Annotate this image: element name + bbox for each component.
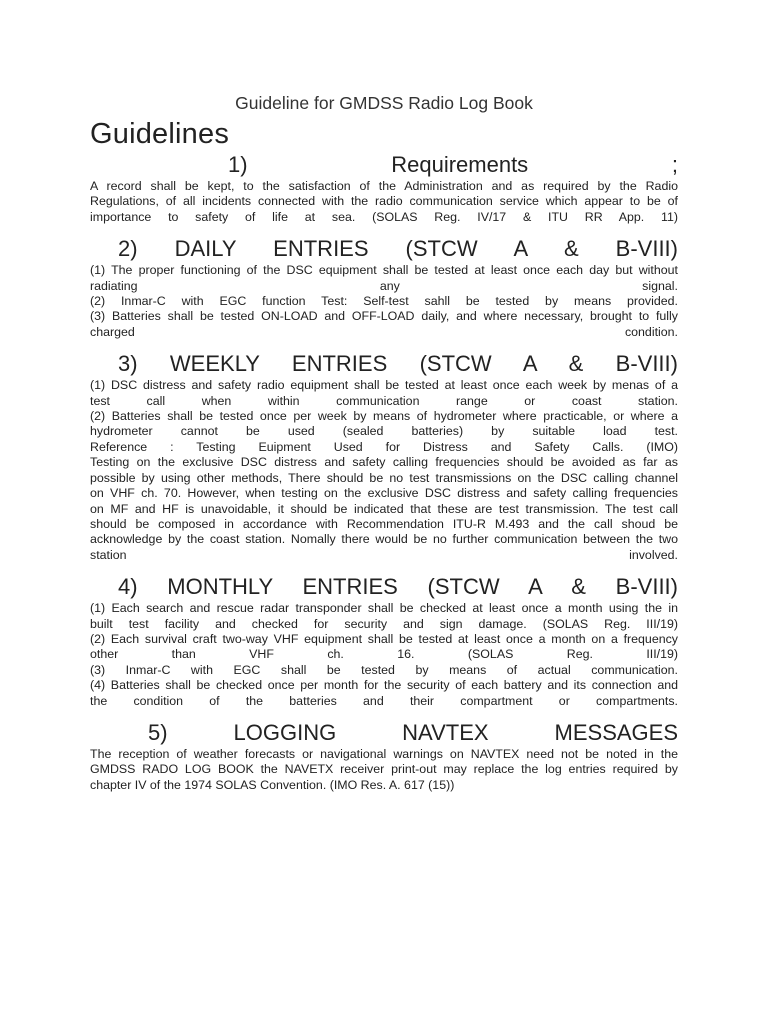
body-line: A record shall be kept, to the satisfaction of the Administration and as required by the Radio xyxy=(90,179,678,193)
body-line: GMDSS RADO LOG BOOK the NAVETX receiver print-out may replace the log entries required by xyxy=(90,762,678,777)
body-line: hydrometer cannot be used (sealed batteries) by suitable load test. xyxy=(90,424,678,439)
section-2-body xyxy=(90,263,678,340)
section-1-word: Requirements xyxy=(391,152,529,177)
body-line: (3) Inmar-C with EGC shall be tested by means of actual communication. xyxy=(90,662,678,677)
body-line: chapter IV of the 1974 SOLAS Convention. (IMO Res. A. 617 (15)) xyxy=(90,777,455,792)
body-line: possible by using other methods, There should be no test transmissions on the DSC calling channel xyxy=(90,470,678,485)
section-5-heading: 5) LOGGING NAVTEX MESSAGES xyxy=(148,719,678,745)
body-line: other than VHF ch. 16. (SOLAS Reg. III/19) xyxy=(90,647,678,662)
section-1-heading xyxy=(90,151,678,179)
body-line: (2) Batteries shall be tested once per week by means of hydrometer where practicable, or where a xyxy=(90,409,678,424)
body-line: charged condition. xyxy=(90,324,678,339)
section-4-body xyxy=(90,601,678,709)
section-3-body xyxy=(90,378,678,563)
body-line: station involved. xyxy=(90,547,678,562)
section-4-heading: 4) MONTHLY ENTRIES (STCW A & B-VIII) xyxy=(118,574,678,600)
document-title: Guideline for GMDSS Radio Log Book xyxy=(235,93,533,113)
section-1-body xyxy=(90,179,678,225)
section-1-semicolon: ; xyxy=(671,152,678,177)
body-line: Reference : Testing Euipment Used for Distress and Safety Calls. (IMO) xyxy=(90,439,678,454)
guidelines-heading: Guidelines xyxy=(90,118,230,150)
body-line: the condition of the batteries and their compartment or compartments. xyxy=(90,693,678,708)
body-line: The reception of weather forecasts or navigational warnings on NAVTEX need not be noted in the xyxy=(90,746,678,761)
body-line: test call when within communication range or coast station. xyxy=(90,393,678,408)
body-line: importance to safety of life at sea. (SOLAS Reg. IV/17 & ITU RR App. 11) xyxy=(90,209,678,224)
document-page xyxy=(90,92,678,793)
body-line: (1) DSC distress and safety radio equipment shall be tested at least once each week by menas of a xyxy=(90,378,678,393)
body-line: Regulations, of all incidents connected with the radio communication service which appear to be of xyxy=(90,194,678,209)
body-line: on VHF ch. 70. However, when testing on the exclusive DSC distress and safety calling frequencies xyxy=(90,486,678,501)
body-line: (2) Each survival craft two-way VHF equipment shall be tested at least once a month on a frequency xyxy=(90,631,678,646)
section-3-heading: 3) WEEKLY ENTRIES (STCW A & B-VIII) xyxy=(118,351,678,377)
body-line: (2) Inmar-C with EGC function Test: Self-test sahll be tested by means provided. xyxy=(90,294,678,309)
body-line: on MF and HF is unavoidable, it should be indicated that these are test transmission. The test call xyxy=(90,501,678,516)
section-2-heading: 2) DAILY ENTRIES (STCW A & B-VIII) xyxy=(118,236,678,262)
body-line: built test facility and checked for security and sign damage. (SOLAS Reg. III/19) xyxy=(90,616,678,631)
body-line: should be composed in accordance with Recommendation ITU-R M.493 and the call shoud be xyxy=(90,516,678,531)
body-line: acknowledge by the coast station. Nomally there would be no further communication between the two xyxy=(90,532,678,547)
body-line: radiating any signal. xyxy=(90,278,678,293)
body-line: (1) Each search and rescue radar transponder shall be checked at least once a month using the in xyxy=(90,601,678,616)
section-5-body xyxy=(90,747,678,793)
section-1-number: 1) xyxy=(228,152,248,177)
body-line: (3) Batteries shall be tested ON-LOAD and OFF-LOAD daily, and where necessary, brought to fully xyxy=(90,309,678,324)
body-line: Testing on the exclusive DSC distress and safety calling frequencies should be avoided as far as xyxy=(90,455,678,470)
body-line: (1) The proper functioning of the DSC equipment shall be tested at least once each day but without xyxy=(90,263,678,278)
body-line: (4) Batteries shall be checked once per month for the security of each battery and its connection and xyxy=(90,678,678,693)
